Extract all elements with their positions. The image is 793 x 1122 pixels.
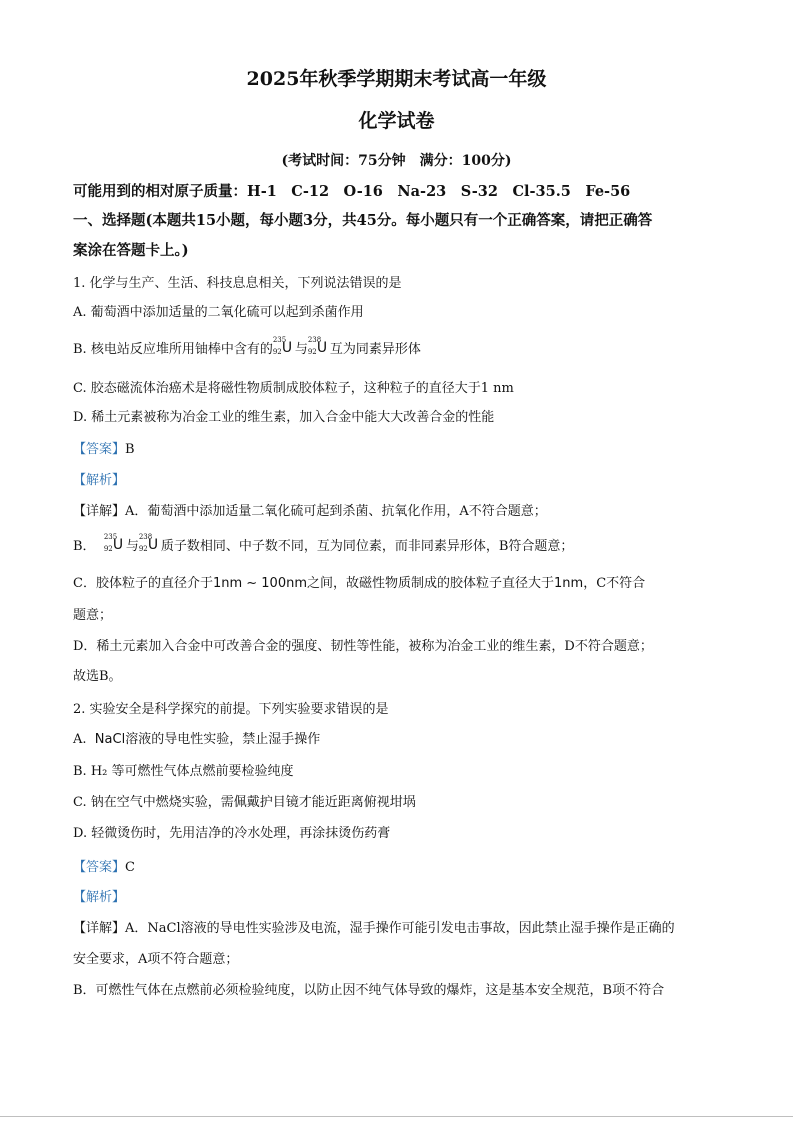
- answer-label: 【答案】: [73, 442, 126, 457]
- q2-answer: [73, 859, 135, 877]
- q1-b-post: 互为同素异形体: [329, 342, 421, 357]
- exam-info: (考试时间：75分钟 满分：100分): [281, 153, 512, 169]
- q1-option-a: A. 葡萄酒中添加适量的二氧化硫可以起到杀菌作用: [73, 305, 364, 320]
- subject-title: 化学试卷: [358, 110, 435, 132]
- q1-detail-d: D．稀土元素加入合金中可改善合金的强度、韧性等性能，被称为冶金工业的维生素，D不符合题意；: [73, 639, 653, 654]
- q1-answer: [73, 441, 135, 459]
- q2-option-c: C. 钠在空气中燃烧实验，需佩戴护目镜才能近距离俯视坩埚: [73, 795, 416, 810]
- q1-detail-c: C．胶体粒子的直径介于1nm ~ 100nm之间，故磁性物质制成的胶体粒子直径大于1nm，C不符合: [73, 576, 646, 591]
- q1-detail-b: B． 235 92 U 与 238 92 U 质子数相同、中子数不同，互为同位素，而非同素异形体，B符合题意；: [73, 533, 574, 554]
- q1-option-b: [73, 336, 421, 359]
- q2-stem: 2. 实验安全是科学探究的前提。下列实验要求错误的是: [73, 702, 389, 717]
- isotope-u235-detail: 235 92 U: [103, 533, 124, 553]
- q2-detail-a-line2: 安全要求，A项不符合题意；: [73, 952, 239, 967]
- page-bottom-rule: [0, 1116, 793, 1117]
- q1-option-c: C. 胶态磁流体治癌术是将磁性物质制成胶体粒子，这种粒子的直径大于1 nm: [73, 381, 514, 396]
- section-heading-line2: 案涂在答题卡上。): [73, 242, 189, 259]
- section-heading-line1: 一、选择题(本题共15小题，每小题3分，共45分。每小题只有一个正确答案，请把正确答: [73, 212, 653, 229]
- q1-detail-a: 【详解】A．葡萄酒中添加适量二氧化硫可起到杀菌、抗氧化作用，A不符合题意；: [73, 504, 547, 519]
- q1-option-d: D. 稀土元素被称为冶金工业的维生素，加入合金中能大大改善合金的性能: [73, 410, 495, 425]
- q1-analysis-label: 【解析】: [73, 473, 126, 488]
- exam-title: 2025年秋季学期期末考试高一年级: [246, 68, 547, 90]
- q1-conclusion: 故选B。: [73, 669, 122, 684]
- isotope-u238-detail: 238 92 U: [138, 533, 159, 553]
- nacl-formula: NaCl: [94, 732, 126, 747]
- q2-option-a: A. NaCl溶液的导电性实验，禁止湿手操作: [73, 732, 321, 747]
- isotope-u235: 235 92 U: [272, 336, 293, 356]
- q2-option-d: D. 轻微烫伤时，先用洁净的冷水处理，再涂抹烫伤药膏: [73, 826, 391, 841]
- answer-value: B: [125, 442, 135, 457]
- isotope-u238: 238 92 U: [307, 336, 328, 356]
- q2-detail-a-line1: 【详解】A．NaCl溶液的导电性实验涉及电流，湿手操作可能引发电击事故，因此禁止湿手操作是正确的: [73, 921, 675, 936]
- q2-detail-b: B．可燃性气体在点燃前必须检验纯度，以防止因不纯气体导致的爆炸，这是基本安全规范，B项不符合: [73, 983, 665, 998]
- q1-b-pre: B. 核电站反应堆所用铀棒中含有的: [73, 342, 273, 357]
- size-threshold: 1nm: [554, 576, 584, 591]
- answer-label: 【答案】: [73, 860, 126, 875]
- q1-stem: 1. 化学与生产、生活、科技息息相关，下列说法错误的是: [73, 276, 402, 291]
- q1-b-mid: 与: [294, 342, 308, 357]
- q2-option-b: B. H₂ 等可燃性气体点燃前要检验纯度: [73, 764, 294, 779]
- q1-detail-c-cont: 题意；: [73, 608, 113, 623]
- size-range: 1nm ~ 100nm: [212, 576, 307, 591]
- answer-value: C: [125, 860, 135, 875]
- atomic-masses: 可能用到的相对原子质量：H-1 C-12 O-16 Na-23 S-32 Cl-35.5 Fe-56: [73, 183, 631, 200]
- q2-analysis-label: 【解析】: [73, 890, 126, 905]
